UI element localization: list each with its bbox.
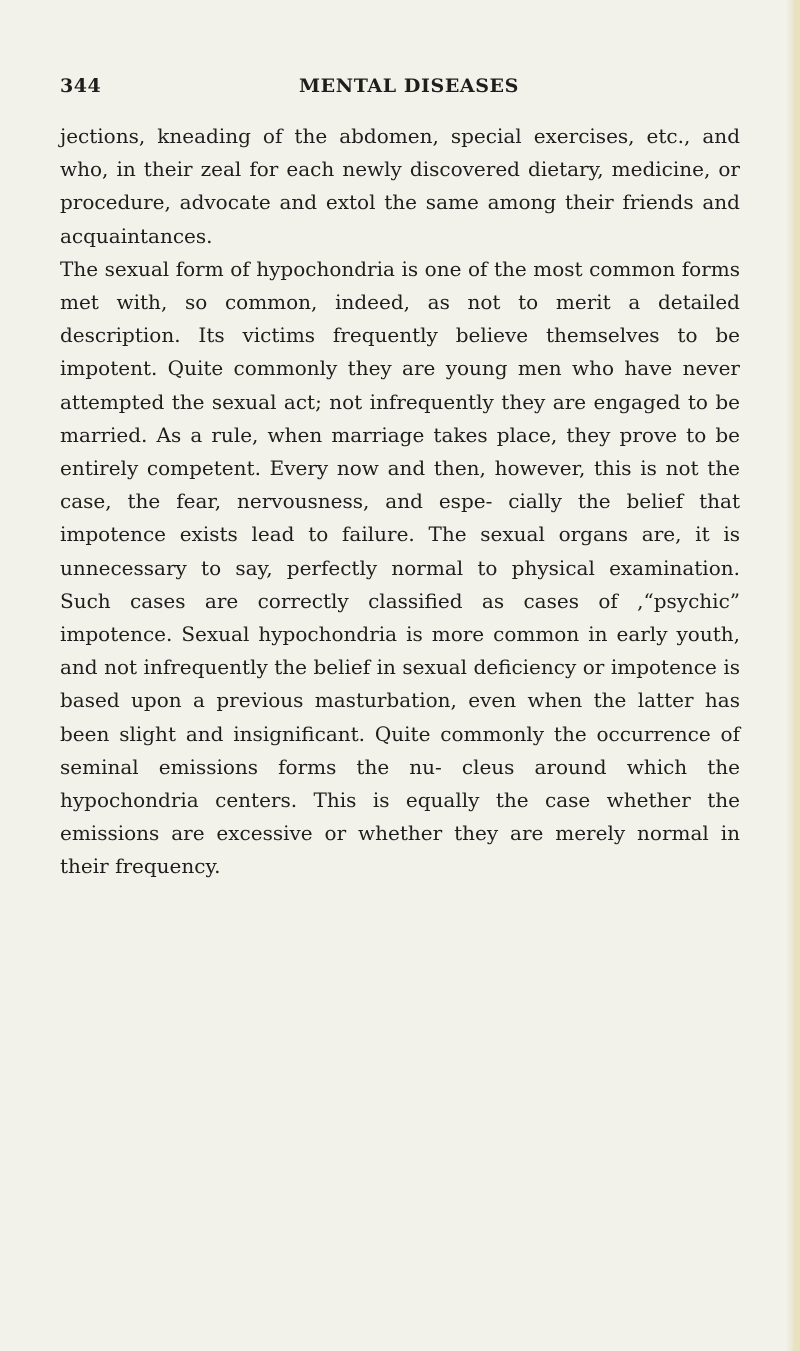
- page-edge-shadow: [786, 0, 800, 1351]
- paragraph-continuation: jections, kneading of the abdomen, special exercises, etc., and who, in their zeal for each newly discovered dietary, medicine, or procedure, advocate and extol the same among their friends and acquaintances.: [60, 124, 740, 248]
- running-head: [60, 75, 740, 105]
- paragraph-sexual-hypochondria: The sexual form of hypochondria is one of the most common forms met with, so common, indeed, as not to merit a detailed description. Its victims frequently believe themselves to be impotent. Quite commonly they are young men who have never attempted the sexual act; not infrequently they are engaged to be married. As a rule, when marriage takes place, they prove to be entirely competent. Every now and then, however, this is not the case, the fear, nervousness, and espe- cially the belief that impotence exists lead to failure. The sexual organs are, it is unnecessary to say, perfectly normal to physical examination. Such cases are correctly classified as cases of ,“psychic” impotence. Sexual hypochondria is more common in early youth, and not infrequently the belief in sexual deficiency or impotence is based upon a previous masturbation, even when the latter has been slight and insignificant. Quite commonly the occurrence of seminal emissions forms the nu- cleus around which the hypochondria centers. This is equally the case whether the emissions are excessive or whether they are merely normal in their frequency.: [60, 256, 740, 879]
- running-title: MENTAL DISEASES: [299, 75, 519, 97]
- body-text: [60, 120, 740, 884]
- page-number: 344: [60, 75, 102, 97]
